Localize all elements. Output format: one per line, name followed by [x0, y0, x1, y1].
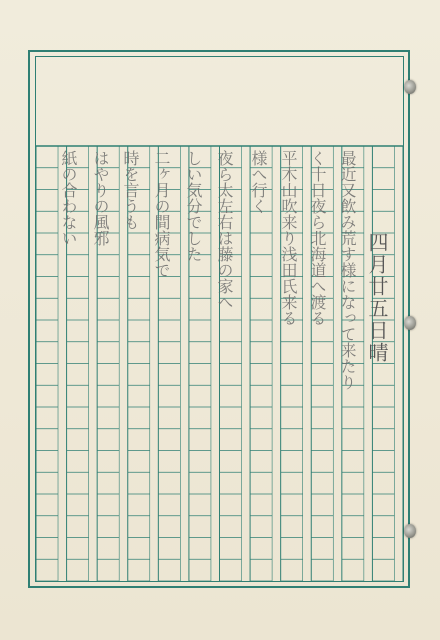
- diary-date: 四月廿五日晴: [365, 232, 389, 364]
- text-column-4: 様へ行く: [249, 150, 268, 214]
- text-column-5: 夜ら太左右は藤の家へ: [215, 150, 234, 310]
- binding-hole-top: [404, 80, 416, 94]
- text-column-7: 二ヶ月の間病気で: [152, 150, 171, 278]
- text-column-6: しい気分でした: [184, 150, 203, 262]
- binding-hole-middle: [404, 316, 416, 330]
- binding-hole-bottom: [404, 524, 416, 538]
- text-column-2: く十日夜ら北海道へ渡る: [308, 150, 327, 326]
- text-column-10: 紙の合わない: [59, 150, 78, 246]
- text-column-3: 平木山吹来り浅田氏来る: [279, 150, 298, 326]
- text-column-9: はやりの風邪: [91, 150, 110, 246]
- text-column-8: 時を言うも: [121, 150, 140, 230]
- text-column-1: 最近又飲み荒す様になって来たり: [338, 150, 357, 390]
